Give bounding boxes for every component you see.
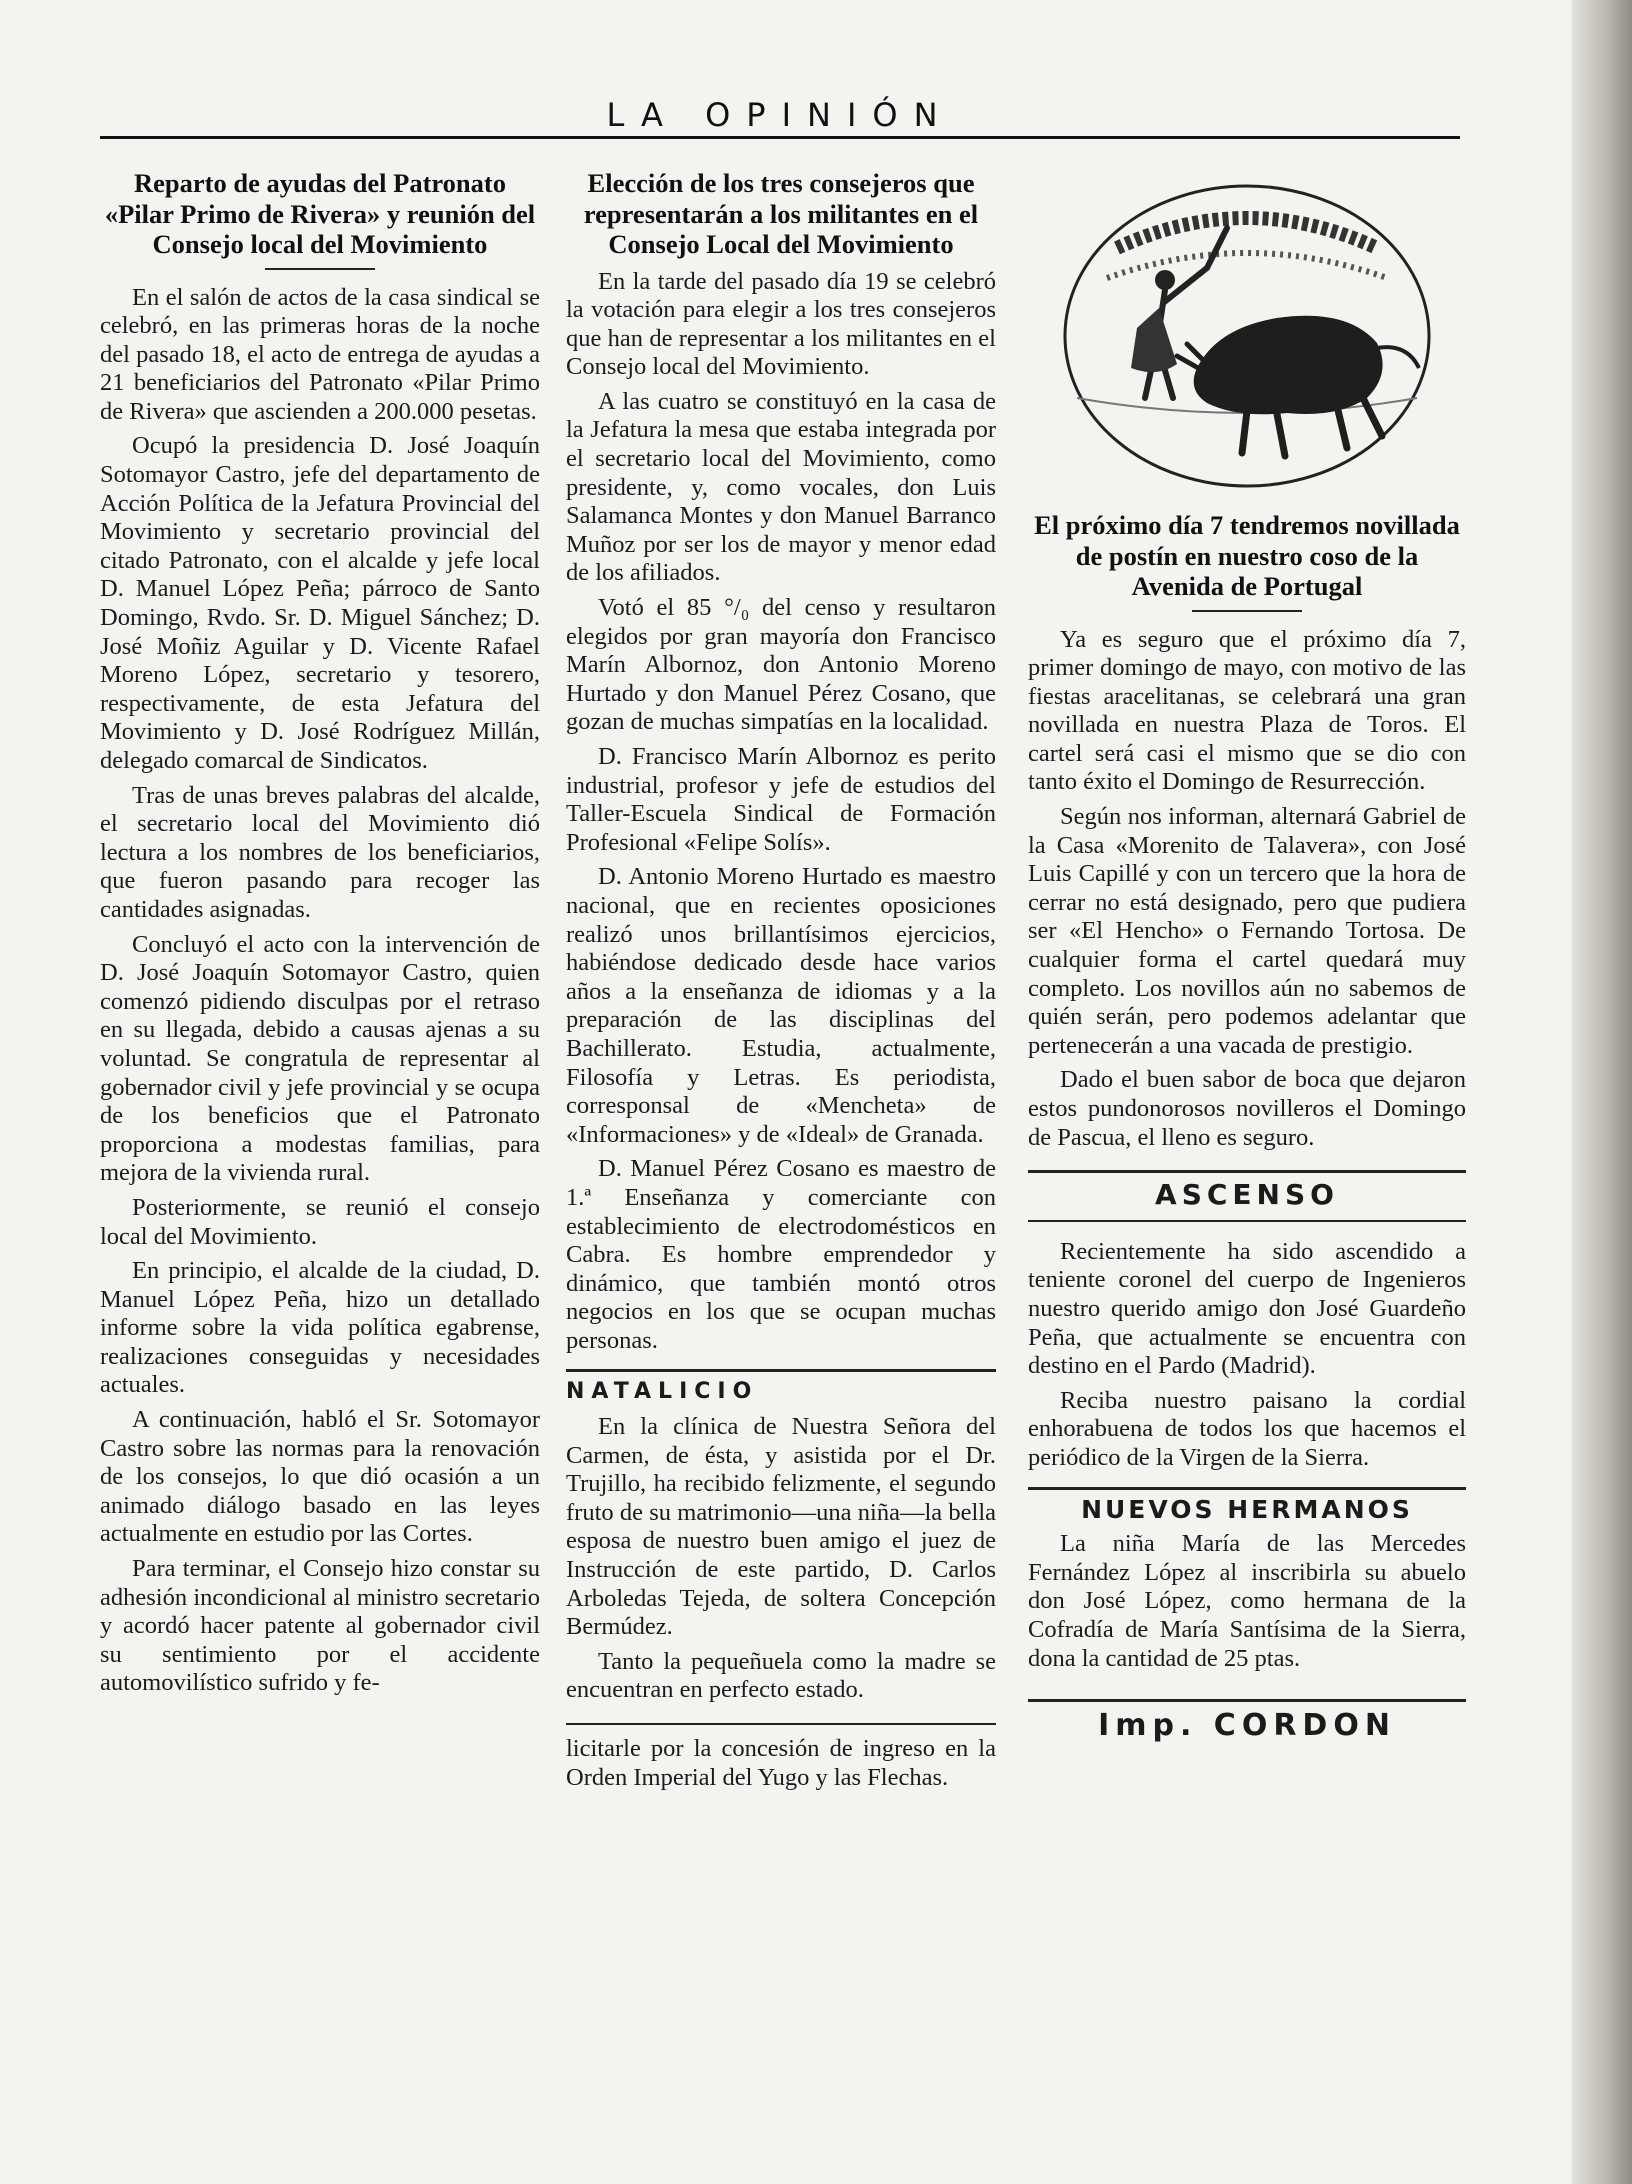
ascenso-heading-box [1028,1170,1466,1222]
article-novillada-paragraph: Ya es seguro que el próximo día 7, primer domingo de mayo, con motivo de las fiestas aracelitanas, se celebrará una gran novillada en nuestra Plaza de Toros. El cartel será casi el mismo que se dio con tanto éxito el Domingo de Resurrección. [1028,625,1466,796]
article-ayudas-paragraph: Para terminar, el Consejo hizo constar su adhesión incondicional al ministro secretario y acordó hacer patente al gobernador civil su sentimiento por el accidente automovilístico sufrido y fe- [100,1555,540,1697]
article-ayudas-paragraph: En el salón de actos de la casa sindical se celebró, en las primeras horas de la noche del pasado 18, el acto de entrega de ayudas a 21 beneficiarios del Patronato «Pilar Primo de Rivera» que ascienden a 200.000 pesetas. [100,283,540,425]
article-novillada-paragraph: Según nos informan, alternará Gabriel de la Casa «Morenito de Talavera», con José Luis Capillé y con un tercero que la hora de cerrar no está designado, pero que pudiera ser «El Hencho» o Fernando Tortosa. De cualquier forma el cartel quedará muy completo. Los novillos aún no sabemos de quién serán, pero podemos adelantar que pertenecerán a una vacada de prestigio. [1028,803,1466,1059]
ascenso-paragraph: Reciba nuestro paisano la cordial enhorabuena de todos los que hacemos el periódico de la Virgen de la Sierra. [1028,1386,1466,1471]
article-novillada-paragraph: Dado el buen sabor de boca que dejaron estos pundonorosos novilleros el Domingo de Pascua, el lleno es seguro. [1028,1066,1466,1151]
article-consejeros-paragraph: D. Francisco Marín Albornoz es perito industrial, profesor y jefe de estudios del Taller-Escuela Sindical de Formación Profesional «Felipe Solís». [566,743,996,856]
article-consejeros-headline: Elección de los tres consejeros que representarán a los militantes en el Consejo Local del Movimiento [583,168,979,259]
natalicio-paragraph: En la clínica de Nuestra Señora del Carmen, de ésta, y asistida por el Dr. Trujillo, ha recibido felizmente, el segundo fruto de su matrimonio—una niña—la bella esposa de nuestro buen amigo el juez de Instrucción de este partido, D. Carlos Arboledas Tejeda, de soltera Concepción Bermúdez. [566,1413,996,1641]
article-ayudas-paragraph: Tras de unas breves palabras del alcalde, el secretario local del Movimiento dió lectura a los nombres de los beneficiarios, que fueron pasando para recoger las cantidades asignadas. [100,781,540,923]
headline-rule [265,268,375,270]
bullfight-illustration-icon [1047,168,1447,498]
article-ayudas-paragraph: Posteriormente, se reunió el consejo local del Movimiento. [100,1193,540,1250]
article-ayudas-paragraph: En principio, el alcalde de la ciudad, D. Manuel López Peña, hizo un detallado informe sobre la vida política egabrense, realizaciones conseguidas y necesidades actuales. [100,1257,540,1399]
article-ayudas-paragraph: Concluyó el acto con la intervención de D. José Joaquín Sotomayor Castro, quien comenzó pidiendo disculpas por el retraso en su llegada, debido a causas ajenas a su voluntad. Se congratula de representar al gobernador civil y jefe provincial y se ocupa de los beneficios que el Patronato proporciona a modestas familias, para mejora de la vivienda rural. [100,930,540,1187]
continuation-rule [566,1723,996,1725]
article-consejeros-paragraph: D. Manuel Pérez Cosano es maestro de 1.ª Enseñanza y comerciante con establecimiento de electrodomésticos en Cabra. Es hombre emprendedor y dinámico, que también montó otros negocios en los que se ocupan muchas personas. [566,1155,996,1354]
natalicio-title: NATALICIO [566,1379,759,1405]
article-ayudas-headline: Reparto de ayudas del Patronato «Pilar Primo de Rivera» y reunión del Consejo local del Movimiento [104,168,536,259]
natalicio-rule [566,1369,996,1372]
article-ayudas-paragraph: Ocupó la presidencia D. José Joaquín Sotomayor Castro, jefe del departamento de Acción Política de la Jefatura Provincial del Movimiento y secretario provincial del citado Patronato, con el alcalde y jefe local D. Manuel López Peña; párroco de Santo Domingo, Rvdo. Sr. D. Miguel Sánchez; D. José Moñiz Aguilar y D. Vicente Rafael Moreno López, secretario y tesorero, respectivamente, de esta Jefatura del Movimiento y D. José Rodríguez Millán, delegado comarcal de Sindicatos. [100,432,540,774]
masthead-title: LA OPINIÓN [606,96,954,134]
column-1 [100,168,540,2118]
headline-rule [1192,610,1302,612]
article-ayudas-paragraph: A continuación, habló el Sr. Sotomayor Castro sobre las normas para la renovación de los consejos, lo que dió ocasión a un animado diálogo basado en las leyes actualmente en estudio por las Cortes. [100,1406,540,1548]
article-consejeros-paragraph: En la tarde del pasado día 19 se celebró la votación para elegir a los tres consejeros que han de representar a los militantes en el Consejo local del Movimiento. [566,267,996,381]
natalicio-paragraph: Tanto la pequeñuela como la madre se encuentran en perfecto estado. [566,1647,996,1704]
article-novillada-headline: El próximo día 7 tendremos novillada de postín en nuestro coso de la Avenida de Portugal [1034,510,1460,601]
article-consejeros-paragraph: D. Antonio Moreno Hurtado es maestro nacional, que en recientes oposiciones realizó unos brillantísimos ejercicios, habiéndose dedicado desde hace varios años a la enseñanza de idiomas y a la preparación de las disciplinas del Bachillerato. Estudia, actualmente, Filosofía y Letras. Es periodista, corresponsal de «Mencheta» de «Informaciones» y de «Ideal» de Granada. [566,863,996,1148]
masthead-rule [100,136,1460,139]
ascenso-paragraph: Recientemente ha sido ascendido a teniente coronel del cuerpo de Ingenieros nuestro querido amigo don José Guardeño Peña, que actualmente se encuentra con destino en el Pardo (Madrid). [1028,1237,1466,1380]
article-ayudas-continuation: licitarle por la concesión de ingreso en la Orden Imperial del Yugo y las Flechas. [566,1735,996,1791]
column-3 [1028,168,1466,2118]
imprint: Imp. CORDON [1028,1699,1466,1741]
page-binding-edge [1572,0,1632,2184]
ascenso-title: ASCENSO [1155,1178,1339,1212]
article-consejeros-paragraph: Votó el 85 °/₀ del censo y resultaron elegidos por gran mayoría don Francisco Marín Albornoz, don Antonio Moreno Hurtado y don Manuel Pérez Cosano, que gozan de muchas simpatías en la localidad. [566,594,996,736]
nuevos-hermanos-paragraph: La niña María de las Mercedes Fernández López al inscribirla su abuelo don José López, como hermana de la Cofradía de María Santísima de la Sierra, dona la cantidad de 25 ptas. [1028,1530,1466,1672]
nuevos-hermanos-title: NUEVOS HERMANOS [1081,1494,1413,1524]
column-2 [566,168,996,2118]
nuevos-hermanos-rule [1028,1487,1466,1490]
article-consejeros-paragraph: A las cuatro se constituyó en la casa de la Jefatura la mesa que estaba integrada por el secretario local del Movimiento, como presidente, y, como vocales, don Luis Salamanca Montes y don Manuel Barranco Muñoz por ser los de mayor y menor edad de los afiliados. [566,387,996,587]
